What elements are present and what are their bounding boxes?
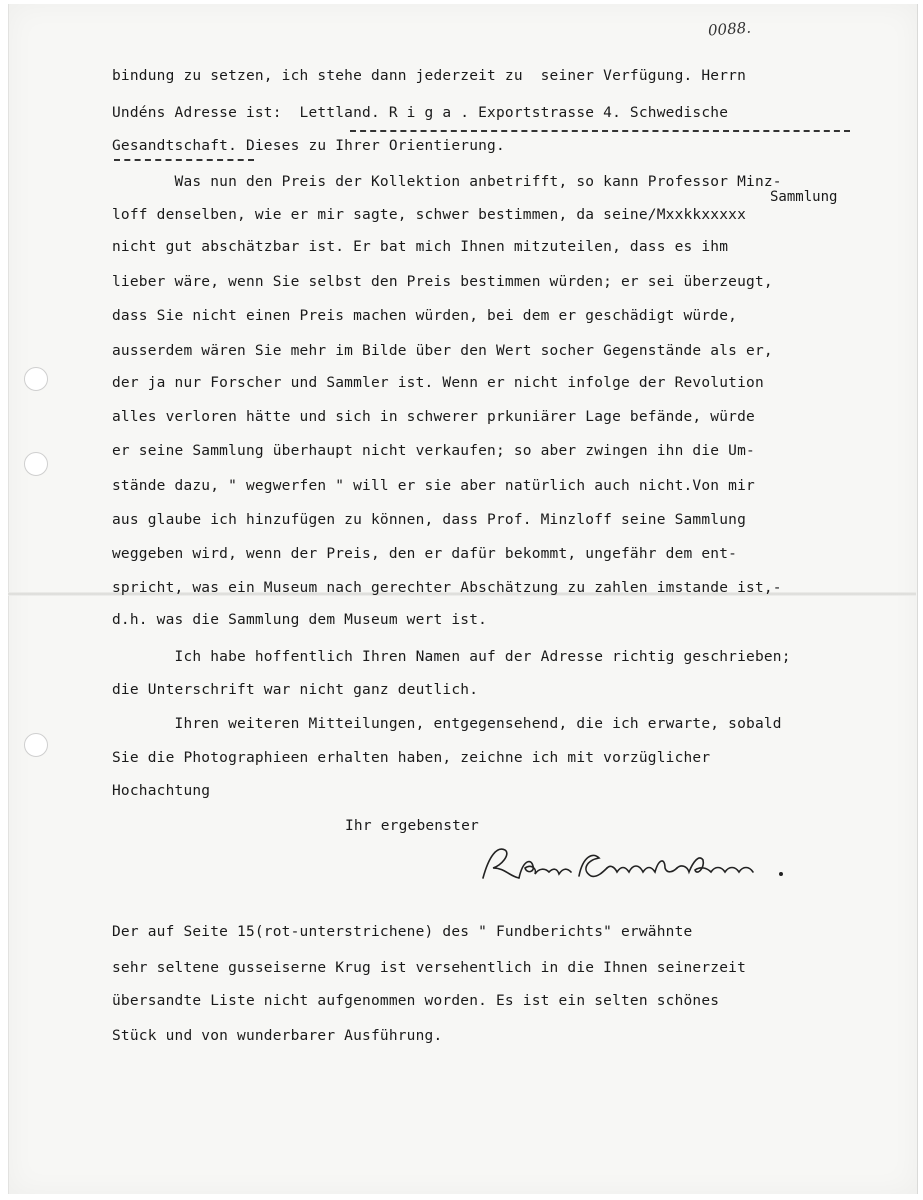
letter-line: Sie die Photographieen erhalten haben, zeichne ich mit vorzüglicher (112, 750, 711, 766)
postscript-line: sehr seltene gusseiserne Krug ist versehentlich in die Ihnen seinerzeit (112, 960, 747, 976)
letter-line: er seine Sammlung überhaupt nicht verkaufen; so aber zwingen ihn die Um- (112, 443, 755, 459)
letter-line: weggeben wird, wenn der Preis, den er dafür bekommt, ungefähr dem ent- (112, 546, 738, 562)
letter-line: der ja nur Forscher und Sammler ist. Wenn er nicht infolge der Revolution (112, 375, 764, 391)
archive-number: 0088. (707, 18, 752, 40)
postscript-line: Stück und von wunderbarer Ausführung. (112, 1028, 443, 1044)
letter-line: Was nun den Preis der Kollektion anbetrifft, so kann Professor Minz- (112, 174, 782, 190)
letter-line: ausserdem wären Sie mehr im Bilde über den Wert socher Gegenstände als er, (112, 343, 773, 359)
postscript-line: übersandte Liste nicht aufgenommen worden. Es ist ein selten schönes (112, 993, 720, 1009)
address-underline (350, 130, 850, 132)
letter-line: alles verloren hätte und sich in schwerer prkuniärer Lage befände, würde (112, 409, 755, 425)
letter-line: aus glaube ich hinzufügen zu können, dass Prof. Minzloff seine Sammlung (112, 512, 747, 528)
handwritten-insertion: Sammlung (770, 189, 838, 205)
letter-line: dass Sie nicht einen Preis machen würden, bei dem er geschädigt würde, (112, 308, 738, 324)
closing-formula: Ihr ergebenster (345, 818, 479, 834)
letter-line: Hochachtung (112, 783, 211, 799)
letter-line: nicht gut abschätzbar ist. Er bat mich Ihnen mitzuteilen, dass es ihm (112, 239, 729, 255)
letter-line: d.h. was die Sammlung dem Museum wert ist. (112, 612, 488, 628)
letter-line: loff denselben, wie er mir sagte, schwer bestimmen, da seine/Mxxkkxxxxx (112, 207, 747, 223)
letter-line: stände dazu, " wegwerfen " will er sie aber natürlich auch nicht.Von mir (112, 478, 755, 494)
address-underline-cont (114, 159, 254, 161)
letter-line: Ich habe hoffentlich Ihren Namen auf der Adresse richtig geschrieben; (112, 649, 791, 665)
letter-line: lieber wäre, wenn Sie selbst den Preis bestimmen würden; er sei überzeugt, (112, 274, 773, 290)
letter-line: die Unterschrift war nicht ganz deutlich. (112, 682, 479, 698)
handwritten-signature (475, 838, 795, 888)
postscript-line: Der auf Seite 15(rot-unterstrichene) des " Fundberichts" erwähnte (112, 924, 693, 940)
punch-hole-top (24, 367, 48, 391)
letter-line: spricht, was ein Museum nach gerechter Abschätzung zu zahlen imstande ist,- (112, 580, 782, 596)
letter-line: Undéns Adresse ist: Lettland. R i g a . Exportstrasse 4. Schwedische (112, 105, 729, 121)
letter-line: Gesandtschaft. Dieses zu Ihrer Orientierung. (112, 138, 505, 154)
punch-hole-bottom (24, 733, 48, 757)
punch-hole-middle (24, 452, 48, 476)
letter-line: Ihren weiteren Mitteilungen, entgegensehend, die ich erwarte, sobald (112, 716, 782, 732)
signature-text: R. Baron Campenhausen (475, 838, 488, 839)
letter-line: bindung zu setzen, ich stehe dann jederzeit zu seiner Verfügung. Herrn (112, 68, 747, 84)
